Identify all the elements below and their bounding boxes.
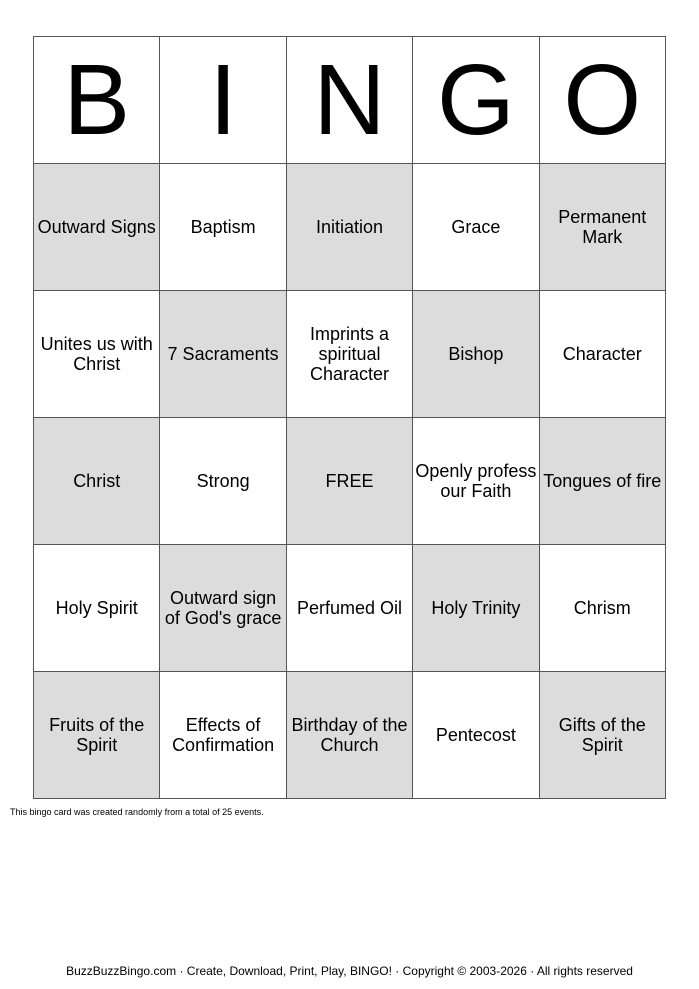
bingo-cell[interactable]: Bishop — [413, 291, 539, 418]
bingo-cell[interactable]: Holy Spirit — [34, 545, 160, 672]
bingo-cell[interactable]: Perfumed Oil — [286, 545, 412, 672]
bingo-cell[interactable]: Pentecost — [413, 672, 539, 799]
header-letter-i: I — [160, 37, 286, 164]
header-letter-o: O — [539, 37, 665, 164]
bingo-cell[interactable]: Baptism — [160, 164, 286, 291]
bingo-cell[interactable]: Strong — [160, 418, 286, 545]
bingo-cell[interactable]: Christ — [34, 418, 160, 545]
bingo-card — [33, 36, 666, 799]
bingo-cell[interactable]: Openly profess our Faith — [413, 418, 539, 545]
bingo-cell[interactable]: Tongues of fire — [539, 418, 665, 545]
card-generation-note: This bingo card was created randomly from a total of 25 events. — [10, 807, 264, 817]
bingo-cell[interactable]: 7 Sacraments — [160, 291, 286, 418]
bingo-row-1 — [34, 164, 666, 291]
bingo-cell[interactable]: Outward sign of God's grace — [160, 545, 286, 672]
bingo-cell[interactable]: Character — [539, 291, 665, 418]
bingo-free-cell[interactable]: FREE — [286, 418, 412, 545]
bingo-row-3 — [34, 418, 666, 545]
bingo-cell[interactable]: Imprints a spiritual Character — [286, 291, 412, 418]
bingo-cell[interactable]: Initiation — [286, 164, 412, 291]
bingo-cell[interactable]: Grace — [413, 164, 539, 291]
bingo-row-2 — [34, 291, 666, 418]
bingo-cell[interactable]: Permanent Mark — [539, 164, 665, 291]
bingo-cell[interactable]: Chrism — [539, 545, 665, 672]
header-letter-n: N — [286, 37, 412, 164]
bingo-row-4 — [34, 545, 666, 672]
bingo-cell[interactable]: Unites us with Christ — [34, 291, 160, 418]
bingo-cell[interactable]: Fruits of the Spirit — [34, 672, 160, 799]
bingo-cell[interactable]: Birthday of the Church — [286, 672, 412, 799]
page-footer: BuzzBuzzBingo.com · Create, Download, Print, Play, BINGO! · Copyright © 2003-2026 · All rights reserved — [66, 964, 633, 978]
bingo-header-row — [34, 37, 666, 164]
bingo-cell[interactable]: Holy Trinity — [413, 545, 539, 672]
bingo-cell[interactable]: Effects of Confirmation — [160, 672, 286, 799]
header-letter-g: G — [413, 37, 539, 164]
bingo-cell[interactable]: Gifts of the Spirit — [539, 672, 665, 799]
bingo-row-5 — [34, 672, 666, 799]
bingo-cell[interactable]: Outward Signs — [34, 164, 160, 291]
header-letter-b: B — [34, 37, 160, 164]
